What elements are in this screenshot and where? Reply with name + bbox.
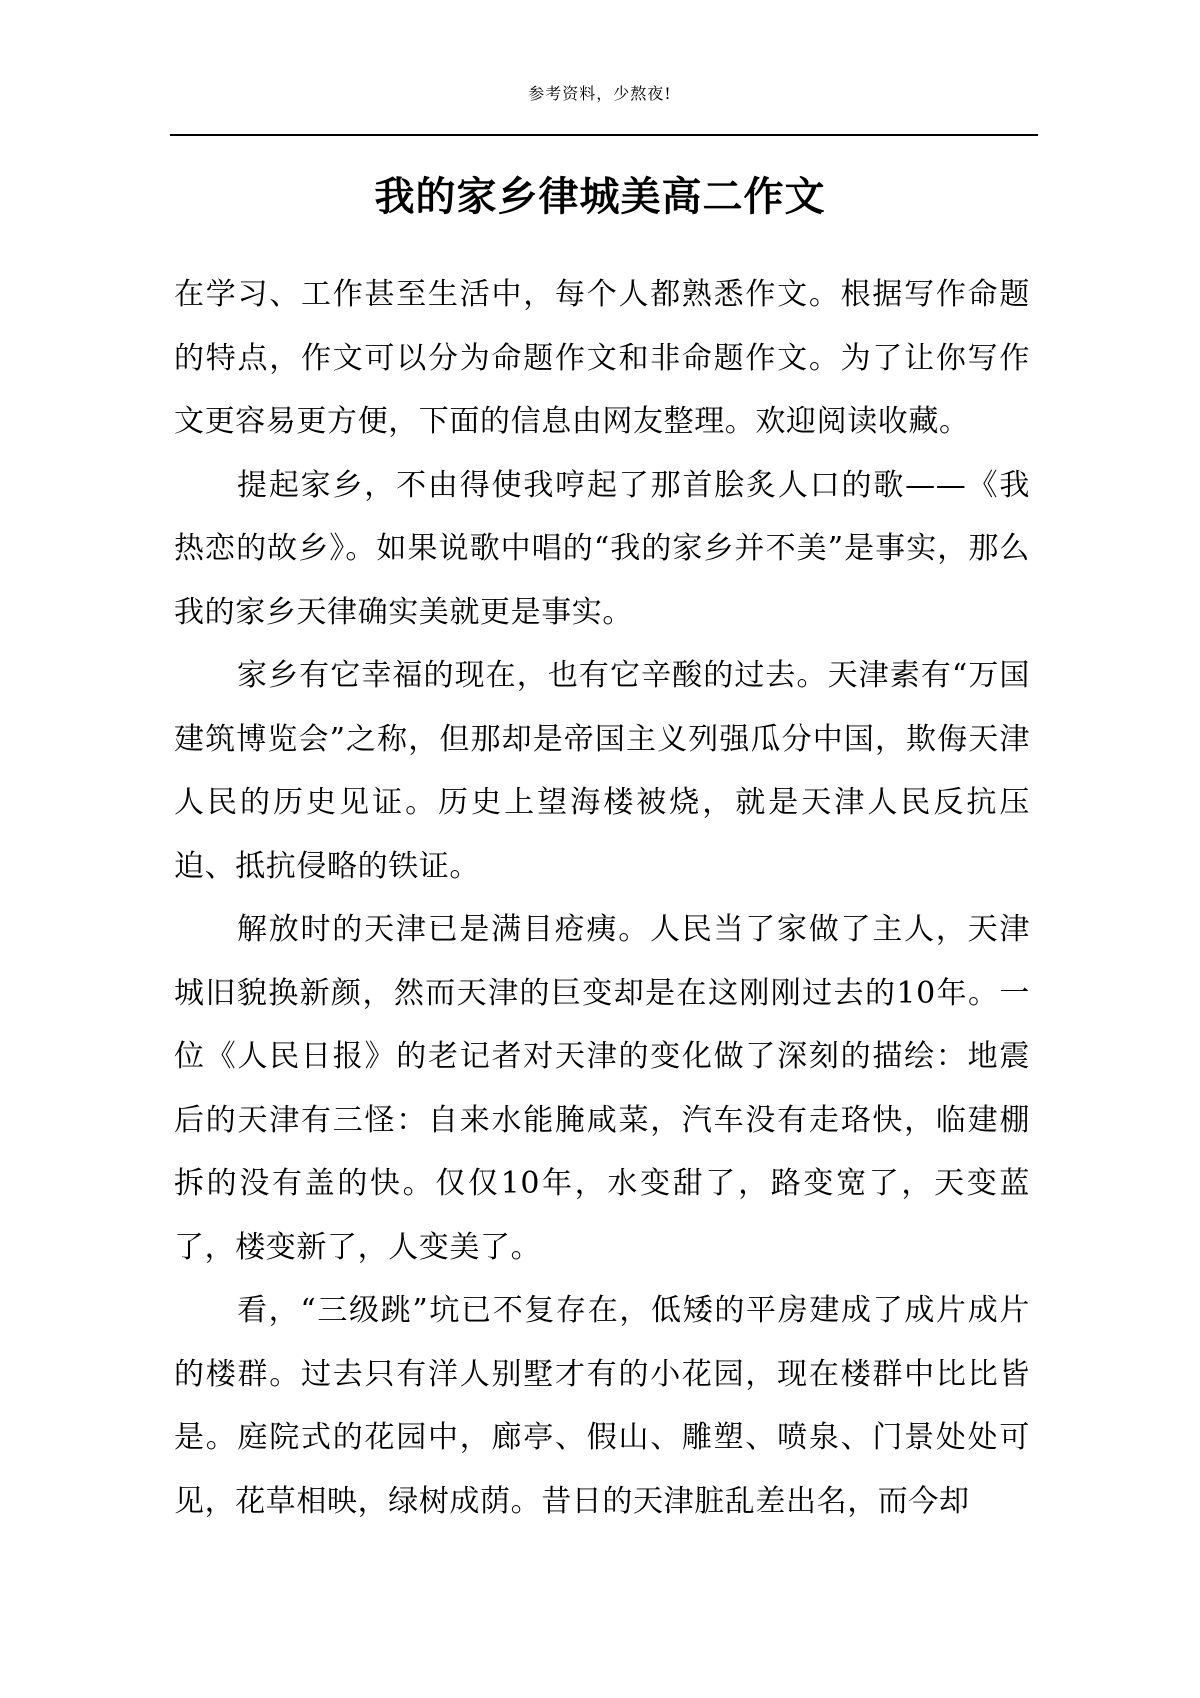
header-divider <box>170 134 1038 136</box>
paragraph-history: 家乡有它幸福的现在，也有它辛酸的过去。天津素有“万国建筑博览会”之称，但那却是帝国主义列强瓜分中国，欺侮天津人民的历史见证。历史上望海楼被烧，就是天津人民反抗压迫、抵抗侵略的铁证。 <box>174 658 1030 884</box>
paragraph-intro: 在学习、工作甚至生活中，每个人都熟悉作文。根据写作命题的特点，作文可以分为命题作文和非命题作文。为了让你写作文更容易更方便，下面的信息由网友整理。欢迎阅读收藏。 <box>174 277 1030 439</box>
paragraph-ten-years-change: 解放时的天津已是满目疮痍。人民当了家做了主人，天津城旧貌换新颜，然而天津的巨变却是在这刚刚过去的10年。一位《人民日报》的老记者对天津的变化做了深刻的描绘：地震后的天津有三怪：自来水能腌咸菜，汽车没有走珞快，临建棚拆的没有盖的快。仅仅10年，水变甜了，路变宽了，天变蓝了，楼变新了，人变美了。 <box>174 912 1030 1265</box>
paragraph-buildings: 看，“三级跳”坑已不复存在，低矮的平房建成了成片成片的楼群。过去只有洋人别墅才有的小花园，现在楼群中比比皆是。庭院式的花园中，廊亭、假山、雕塑、喷泉、门景处处可见，花草相映，绿树成荫。昔日的天津脏乱差出名，而今却 <box>174 1293 1030 1519</box>
document-body <box>174 263 1030 1533</box>
document-title: 我的家乡律城美高二作文 <box>374 172 826 220</box>
header-note: 参考资料，少熬夜! <box>528 84 672 103</box>
paragraph-hometown-song: 提起家乡，不由得使我哼起了那首脍炙人口的歌——《我热恋的故乡》。如果说歌中唱的“我的家乡并不美”是事实，那么我的家乡天律确实美就更是事实。 <box>174 467 1030 630</box>
